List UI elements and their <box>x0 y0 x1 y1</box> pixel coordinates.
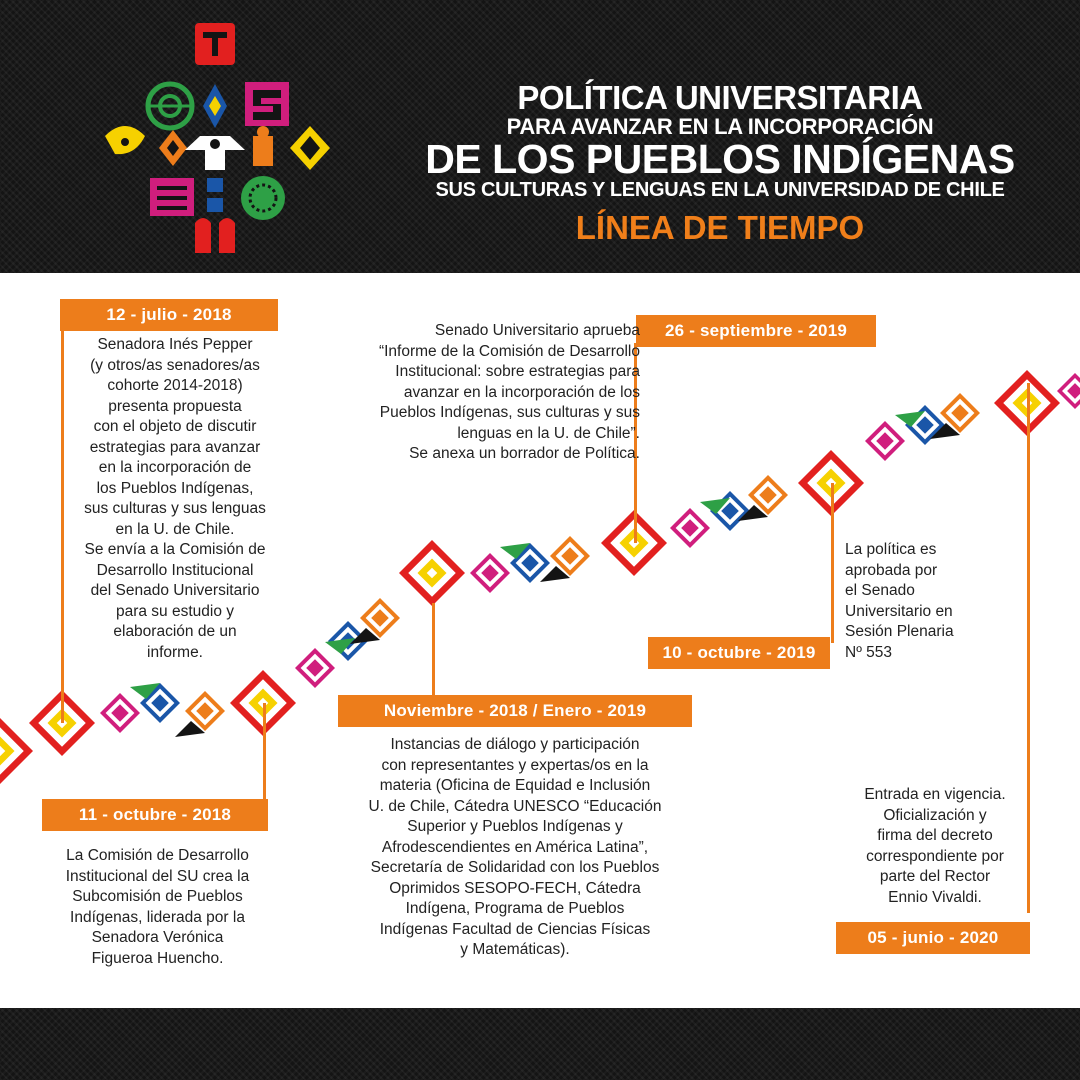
date-label: Noviembre - 2018 / Enero - 2019 <box>338 695 692 727</box>
pattern-diamond-small <box>295 648 335 688</box>
title-line-4: SUS CULTURAS Y LENGUAS EN LA UNIVERSIDAD DE CHILE <box>435 179 1005 201</box>
connector-line <box>831 483 834 643</box>
event-description: Entrada en vigencia. Oficialización y firma del decreto correspondiente por parte del Rector Ennio Vivaldi. <box>864 786 1006 906</box>
date-label: 10 - octubre - 2019 <box>648 637 830 669</box>
pattern-diamond-small <box>470 553 510 593</box>
event-description: La política es aprobada por el Senado Universitario en Sesión Plenaria Nº 553 <box>845 541 954 661</box>
event-description: Senado Universitario aprueba “Informe de la Comisión de Desarrollo Institucional: sobre estrategias para avanzar en la incorporación de los Pueblos Indígenas, sus culturas y sus lenguas en la U. de Chile”. Se anexa un borrador de Política. <box>378 322 640 462</box>
pattern-diamond-small <box>1057 373 1080 409</box>
date-label: 05 - junio - 2020 <box>836 922 1030 954</box>
header-title-block <box>420 80 1020 252</box>
pattern-diamond-small <box>865 421 905 461</box>
connector-line <box>1027 383 1030 913</box>
title-line-2: PARA AVANZAR EN LA INCORPORACIÓN <box>506 114 934 139</box>
header-banner <box>0 0 1080 273</box>
pattern-diamond-large <box>0 718 33 784</box>
title-line-3: DE LOS PUEBLOS INDÍGENAS <box>425 136 1015 182</box>
event-description: Senadora Inés Pepper (y otros/as senadores/as cohorte 2014-2018) presenta propuesta con el objeto de discutir estrategias para avanzar en la incorporación de los Pueblos Indígenas, sus culturas y sus lenguas en la U. de Chile. Se envía a la Comisión de Desarrollo Institucional del Senado Universitario para su estudio y elaboración de un informe. <box>84 336 266 661</box>
date-label: 12 - julio - 2018 <box>60 299 278 331</box>
date-label: 26 - septiembre - 2019 <box>636 315 876 347</box>
timeline-area <box>0 273 1080 1008</box>
pattern-diamond-small <box>100 693 140 733</box>
title-line-1: POLÍTICA UNIVERSITARIA <box>517 79 923 116</box>
date-label: 11 - octubre - 2018 <box>42 799 268 831</box>
footer-texture-band <box>0 1008 1080 1080</box>
connector-line <box>263 703 266 803</box>
timeline-heading: LÍNEA DE TIEMPO <box>575 209 865 246</box>
pattern-diamond-large <box>399 540 465 606</box>
indigenous-symbols-logo <box>95 18 340 258</box>
event-description: La Comisión de Desarrollo Institucional del SU crea la Subcomisión de Pueblos Indígenas, liderada por la Senadora Verónica Figueroa Huencho. <box>65 847 250 967</box>
pattern-diamond-small <box>670 508 710 548</box>
event-description: Instancias de diálogo y participación con representantes y expertas/os en la materia (Oficina de Equidad e Inclusión U. de Chile, Cátedra UNESCO “Educación Superior y Pueblos Indígenas y Afrodescendientes en América Latina”, Secretaría de Solidaridad con los Pueblos Oprimidos SESOPO-FECH, Cátedra Indígena, Programa de Pueblos Indígenas Facultad de Ciencias Físicas y Matemáticas). <box>368 736 662 958</box>
connector-line <box>432 603 435 695</box>
